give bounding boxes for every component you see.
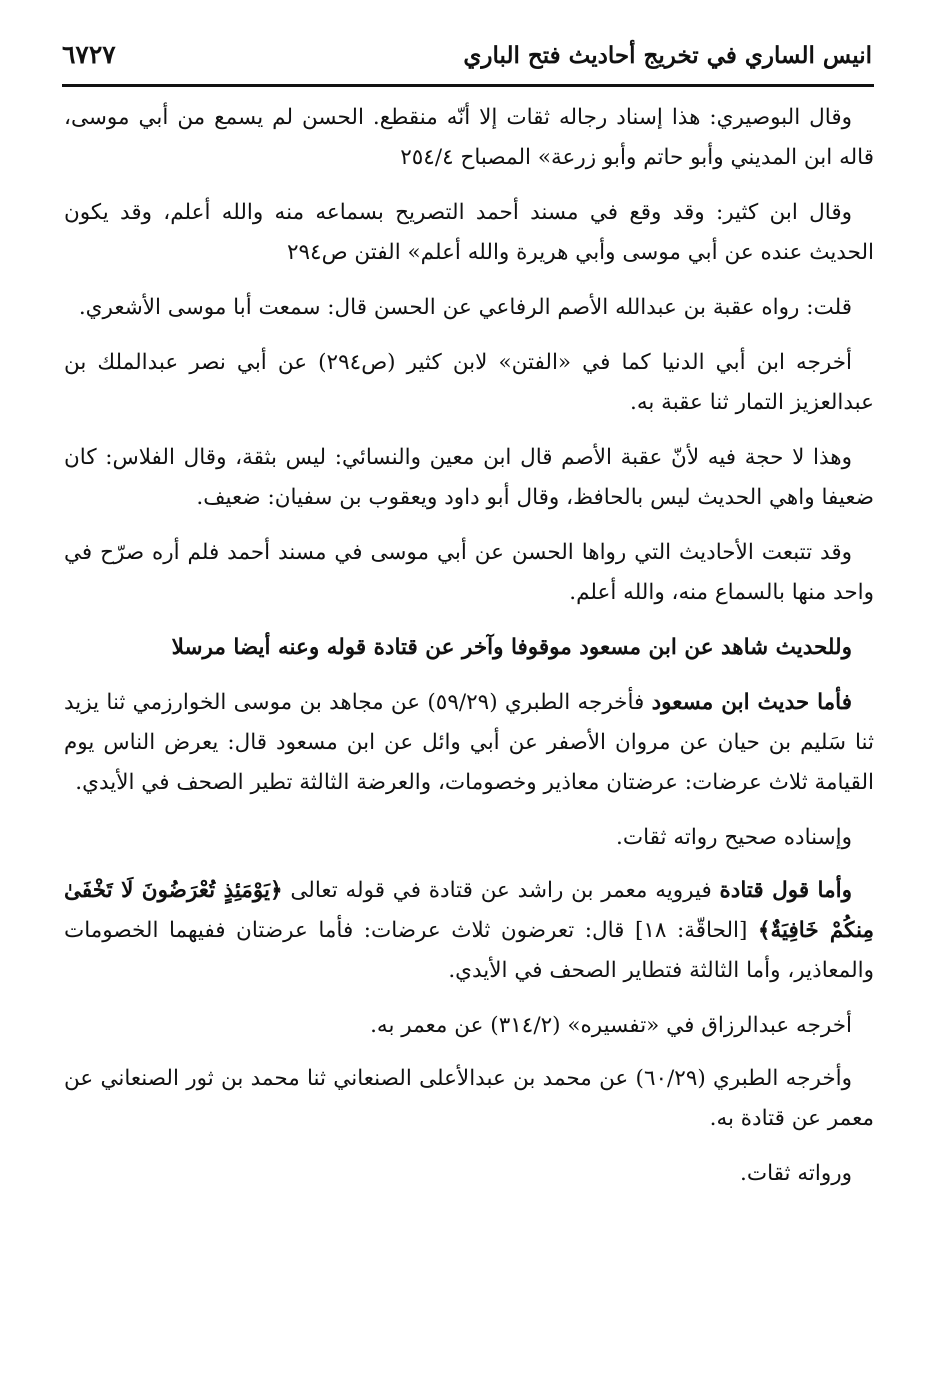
lead-ibn-masud: فأما حديث ابن مسعود (651, 690, 852, 715)
paragraph-uqba-weak: وهذا لا حجة فيه لأنّ عقبة الأصم قال ابن معين والنسائي: ليس بثقة، وقال الفلاس: كان ضعيفا واهي الحديث ليس بالحافظ، وقال أبو داود ويعقوب بن سفيان: ضعيف. (64, 445, 874, 510)
paragraph-ibn-masud (64, 683, 874, 803)
paragraph-ibn-abi-dunya: أخرجه ابن أبي الدنيا كما في «الفتن» لابن كثير (ص٢٩٤) عن أبي نصر عبدالملك بن عبدالعزيز التمار ثنا عقبة به. (64, 350, 874, 415)
paragraph-shahid-heading: وللحديث شاهد عن ابن مسعود موقوفا وآخر عن قتادة قوله وعنه أيضا مرسلا (171, 635, 852, 660)
page-header (62, 34, 872, 80)
paragraph-isnad-sahih: وإسناده صحيح رواته ثقات. (616, 825, 852, 850)
paragraph-qatada (64, 871, 874, 991)
paragraph-tatabbu: وقد تتبعت الأحاديث التي رواها الحسن عن أبي موسى في مسند أحمد فلم أره صرّح في واحد منها بالسماع منه، والله أعلم. (64, 540, 874, 605)
paragraph-qatada-text-b: [الحاقّة: ١٨] قال: تعرضون ثلاث عرضات: فأما عرضتان ففيهما الخصومات والمعاذير، وأما الثالثة فتطاير الصحف في الأيدي. (64, 918, 874, 983)
page-body (64, 98, 874, 1209)
paragraph-ibn-kathir: وقال ابن كثير: وقد وقع في مسند أحمد التصريح بسماعه منه والله أعلم، وقد يكون الحديث عنده عن أبي موسى وأبي هريرة والله أعلم» الفتن ص٢٩٤ (64, 200, 874, 265)
paragraph-qatada-text-a: فيرويه معمر بن راشد عن قتادة في قوله تعالى (282, 878, 720, 903)
paragraph-ruwatuhu: ورواته ثقات. (740, 1161, 852, 1186)
quran-verse: ﴿يَوْمَئِذٍ تُعْرَضُونَ لَا تَخْفَىٰ مِنكُمْ خَافِيَةٌ﴾ (64, 878, 875, 943)
paragraph-abdurrazzaq: أخرجه عبدالرزاق في «تفسيره» (٣١٤/٢) عن معمر به. (370, 1013, 852, 1038)
paragraph-ibn-masud-text: فأخرجه الطبري (٥٩/٢٩) عن مجاهد بن موسى الخوارزمي ثنا يزيد ثنا سَليم بن حيان عن مروان الأصفر عن أبي وائل عن ابن مسعود قال: يعرض الناس يوم القيامة ثلاث عرضات: عرضتان معاذير وخصومات، والعرضة الثالثة تطير الصحف في الأيدي. (64, 690, 874, 795)
paragraph-tabari: وأخرجه الطبري (٦٠/٢٩) عن محمد بن عبدالأعلى الصنعاني ثنا محمد بن ثور الصنعاني عن معمر عن قتادة به. (64, 1066, 874, 1131)
lead-qatada: وأما قول قتادة (719, 878, 852, 903)
paragraph-busiri: وقال البوصيري: هذا إسناد رجاله ثقات إلا أنّه منقطع. الحسن لم يسمع من أبي موسى، قاله ابن المديني وأبو حاتم وأبو زرعة» المصباح ٢٥٤/٤ (64, 105, 874, 170)
paragraph-qultu: قلت: رواه عقبة بن عبدالله الأصم الرفاعي عن الحسن قال: سمعت أبا موسى الأشعري. (78, 295, 852, 320)
page-number: ٦٧٢٧ (62, 40, 116, 69)
running-title: انيس الساري في تخريج أحاديث فتح الباري (463, 42, 872, 69)
header-rule (62, 84, 874, 87)
